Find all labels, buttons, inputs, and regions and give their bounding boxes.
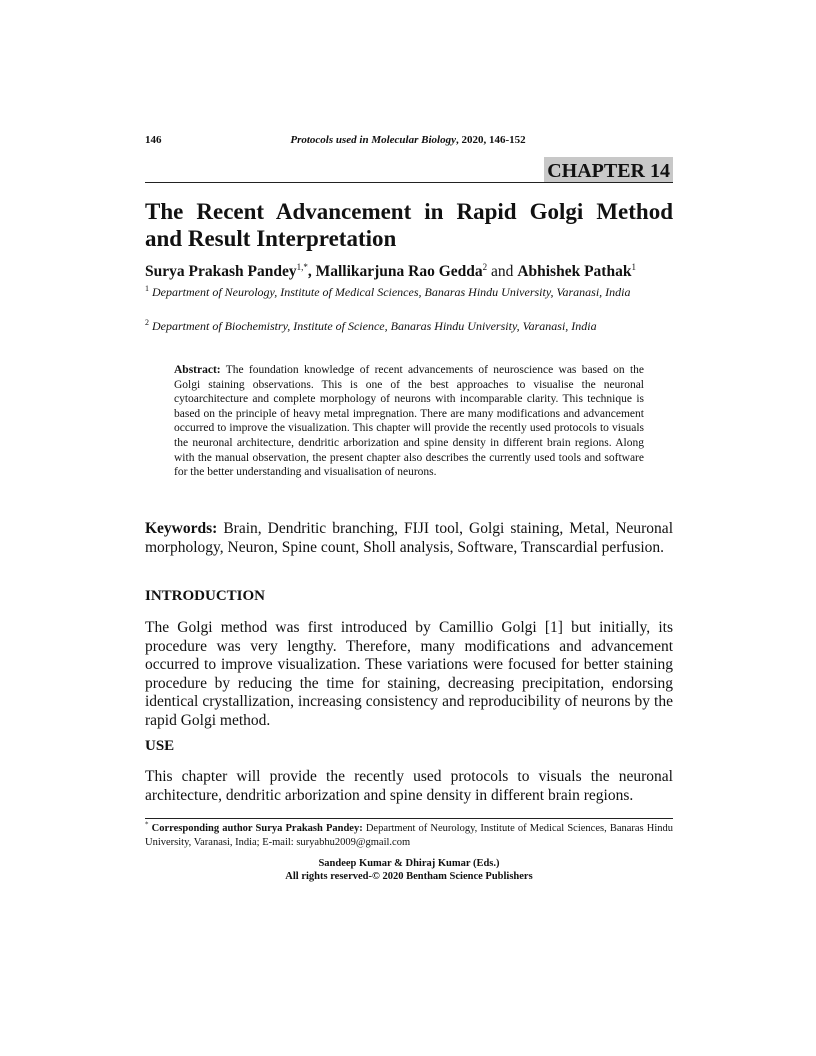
keywords-text: Brain, Dendritic branching, FIJI tool, Golgi staining, Metal, Neuronal morphology, Neuron, Spine count, Sholl analysis, Software, Transcardial perfusion. xyxy=(145,520,673,556)
author-list xyxy=(145,262,636,282)
journal-name: Protocols used in Molecular Biology xyxy=(290,134,456,146)
footnote-rule xyxy=(145,818,673,819)
paper-title xyxy=(145,198,673,252)
author-3-sup: 1 xyxy=(631,261,636,272)
footer-rights: All rights reserved-© 2020 Bentham Science Publishers xyxy=(285,871,533,882)
footnote-text: Department of Neurology, Institute of Medical Sciences, Banaras Hindu University, Varanasi, India; E-mail: suryabhu2009@gmail.com xyxy=(145,823,674,848)
author-and: and xyxy=(487,263,518,280)
journal-year-pages: , 2020, 146-152 xyxy=(455,134,526,146)
title-line-2: and Result Interpretation xyxy=(145,226,397,251)
author-2-sup: 2 xyxy=(482,261,488,272)
affiliation-2-sup: 2 xyxy=(145,318,149,327)
abstract xyxy=(174,363,644,480)
page-number: 146 xyxy=(145,134,162,146)
use-heading: USE xyxy=(145,738,175,754)
footnote-sup: * xyxy=(145,820,149,829)
author-1-sup: 1,* xyxy=(296,261,308,272)
author-sep: , xyxy=(307,263,316,280)
affiliation-1-text: Department of Neurology, Institute of Medical Sciences, Banaras Hindu University, Varanasi, India xyxy=(152,285,631,299)
running-header xyxy=(200,134,616,146)
affiliation-1 xyxy=(145,285,673,300)
author-3: Abhishek Pathak xyxy=(517,263,632,280)
footnote xyxy=(145,822,673,849)
abstract-label: Abstract: xyxy=(174,364,221,376)
affiliation-2-text: Department of Biochemistry, Institute of Science, Banaras Hindu University, Varanasi, India xyxy=(152,319,597,333)
introduction-paragraph: The Golgi method was first introduced by Camillio Golgi [1] but initially, its procedure was very lengthy. Therefore, many modifications and advancement occurred to improve visualization. These variations were focused for better staining procedure by reducing the time for staining, decreasing precipitation, endorsing identical crystallization, increasing consistency and reproducibility of neurons by the rapid Golgi method. xyxy=(145,619,673,729)
keywords xyxy=(145,520,673,557)
keywords-label: Keywords: xyxy=(145,520,218,537)
title-line-1: The Recent Advancement in Rapid Golgi Method xyxy=(145,199,673,224)
chapter-label: CHAPTER 14 xyxy=(544,157,673,183)
abstract-text: The foundation knowledge of recent advancements of neuroscience was based on the Golgi staining observations. This is one of the best approaches to visualise the neuronal cytoarchitecture and complete morphology of neurons with incomparable clarity. This technique is based on the principle of heavy metal impregnation. There are many modifications and advancement occurred to improve the visualization. This chapter will provide the recently used protocols to visuals the neuronal architecture, dendritic arborization and spine density in different brain regions. Along with the manual observation, the present chapter also describes the currently used tools and software for the better understanding and visualisation of neurons. xyxy=(174,364,644,479)
introduction-heading: INTRODUCTION xyxy=(145,588,266,604)
author-2: Mallikarjuna Rao Gedda xyxy=(315,263,483,280)
footer-editors: Sandeep Kumar & Dhiraj Kumar (Eds.) xyxy=(318,858,500,869)
affiliation-2 xyxy=(145,319,673,334)
footnote-label: Corresponding author Surya Prakash Pandey: xyxy=(151,823,363,834)
affiliation-1-sup: 1 xyxy=(145,284,149,293)
author-1: Surya Prakash Pandey xyxy=(145,263,297,280)
use-paragraph: This chapter will provide the recently used protocols to visuals the neuronal architecture, dendritic arborization and spine density in different brain regions. xyxy=(145,768,673,804)
header-rule xyxy=(145,182,673,183)
